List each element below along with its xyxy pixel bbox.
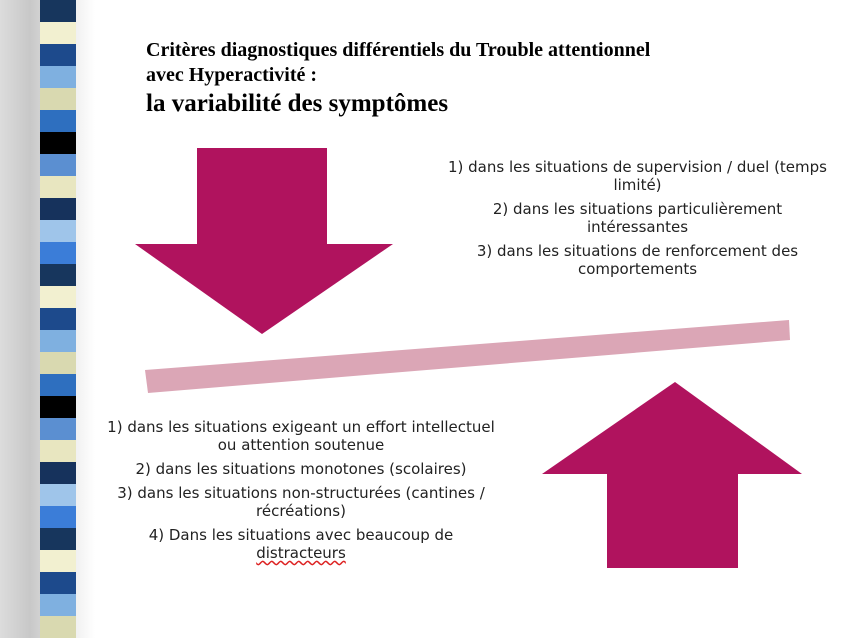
- stripe-block: [40, 616, 76, 638]
- stripe-block: [40, 462, 76, 484]
- stripe-block: [40, 418, 76, 440]
- stripe-block: [40, 88, 76, 110]
- title-line-3: la variabilité des symptômes: [146, 90, 449, 117]
- left-list-item-4-text: 4) Dans les situations avec beaucoup de: [148, 526, 454, 544]
- left-list-item-2: 2) dans les situations monotones (scolaires): [135, 460, 467, 478]
- left-list-item-4: [106, 526, 496, 562]
- stripe-block: [40, 44, 76, 66]
- up-arrow: [542, 382, 804, 570]
- right-list-item-1: 1) dans les situations de supervision / duel (temps limité): [448, 158, 827, 194]
- stripe-column: [40, 0, 76, 638]
- stripe-block: [40, 0, 76, 22]
- left-list-item-1: 1) dans les situations exigeant un effort intellectuel ou attention soutenue: [107, 418, 495, 454]
- right-situations-list: [440, 158, 835, 284]
- stripe-block: [40, 22, 76, 44]
- stripe-block: [40, 176, 76, 198]
- left-list-item-3: 3) dans les situations non-structurées (cantines / récréations): [117, 484, 485, 520]
- stripe-block: [40, 352, 76, 374]
- stripe-block: [40, 132, 76, 154]
- stripe-block: [40, 506, 76, 528]
- title-line-2: avec Hyperactivité :: [146, 64, 318, 86]
- balance-beam: [145, 318, 795, 398]
- right-list-item-2: 2) dans les situations particulièrement intéressantes: [492, 200, 783, 236]
- stripe-block: [40, 528, 76, 550]
- stripe-block: [40, 308, 76, 330]
- stripe-block: [40, 286, 76, 308]
- stripe-block: [40, 594, 76, 616]
- misspelled-word: distracteurs: [256, 544, 346, 562]
- stripe-block: [40, 550, 76, 572]
- stripe-block: [40, 572, 76, 594]
- stripe-block: [40, 154, 76, 176]
- stripe-block: [40, 198, 76, 220]
- right-list-item-3: 3) dans les situations de renforcement des comportements: [476, 242, 799, 278]
- slide-title: [146, 38, 806, 120]
- stripe-block: [40, 396, 76, 418]
- stripe-block: [40, 440, 76, 462]
- stripe-block: [40, 66, 76, 88]
- title-line-1: Critères diagnostiques différentiels du Trouble attentionnel: [146, 39, 651, 61]
- stripe-block: [40, 484, 76, 506]
- stripe-block: [40, 264, 76, 286]
- stripe-block: [40, 374, 76, 396]
- stripe-block: [40, 220, 76, 242]
- stripe-block: [40, 242, 76, 264]
- left-situations-list: [106, 418, 496, 568]
- stripe-block: [40, 330, 76, 352]
- down-arrow: [135, 148, 395, 336]
- stripe-block: [40, 110, 76, 132]
